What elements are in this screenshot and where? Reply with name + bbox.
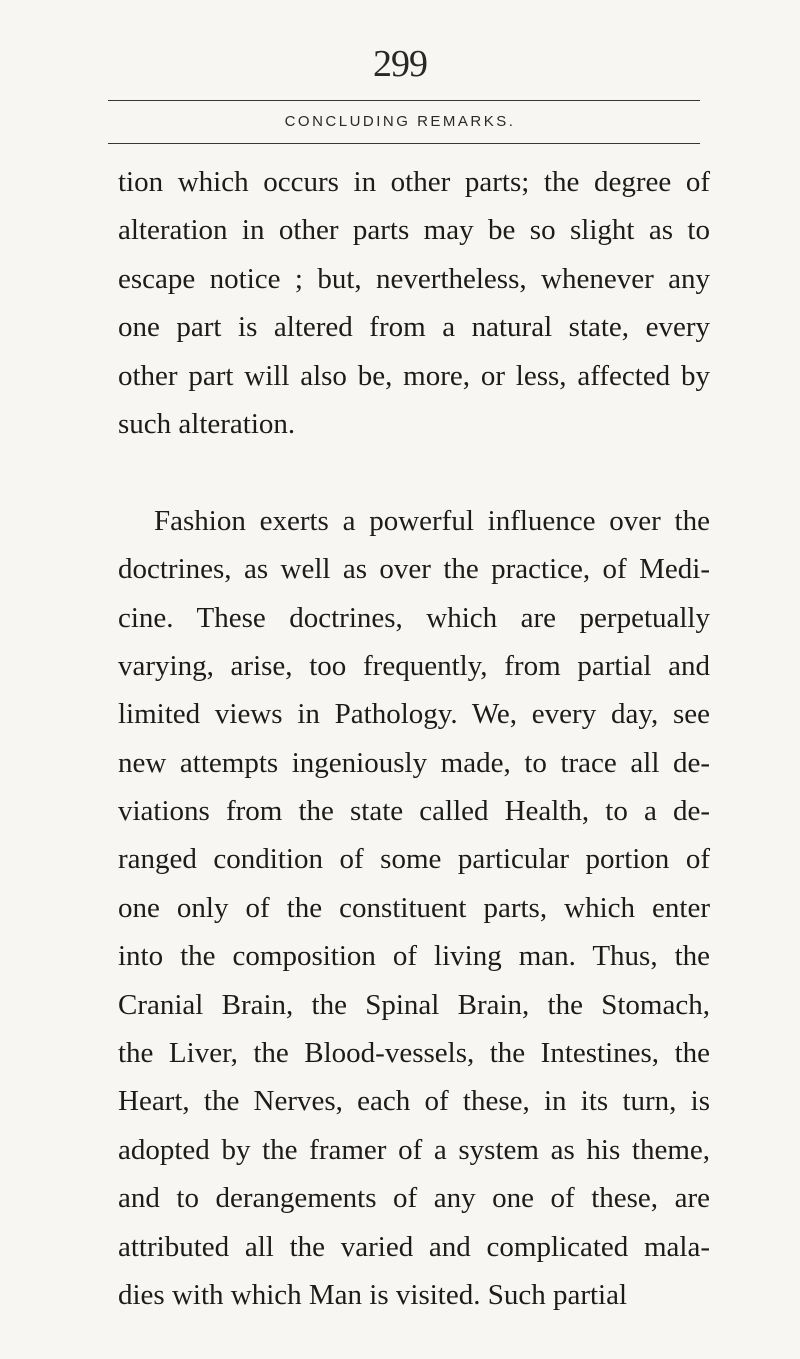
- text-line: varying, arise, too frequently, from partial and: [118, 649, 710, 682]
- text-line: Fashion exerts a powerful influence over the: [154, 504, 710, 537]
- body-text: [118, 158, 710, 1319]
- text-line: one part is altered from a natural state, every: [118, 311, 710, 344]
- text-line: Heart, the Nerves, each of these, in its turn, is: [118, 1085, 710, 1118]
- text-line: and to derangements of any one of these, are: [118, 1182, 710, 1215]
- text-line: doctrines, as well as over the practice, of Medi-: [118, 553, 710, 586]
- text-line: cine. These doctrines, which are perpetually: [118, 601, 710, 634]
- text-line: into the composition of living man. Thus, the: [118, 940, 710, 973]
- running-head: CONCLUDING REMARKS.: [284, 113, 516, 130]
- text-line: one only of the constituent parts, which enter: [118, 891, 710, 924]
- text-line: tion which occurs in other parts; the degree of: [118, 166, 710, 198]
- text-line: Cranial Brain, the Spinal Brain, the Stomach,: [118, 988, 710, 1021]
- text-line: attributed all the varied and complicated mala-: [118, 1230, 710, 1263]
- text-line: the Liver, the Blood-vessels, the Intestines, the: [118, 1037, 710, 1070]
- text-line: other part will also be, more, or less, affected by: [118, 359, 710, 392]
- text-line: adopted by the framer of a system as his theme,: [118, 1133, 710, 1166]
- text-line: new attempts ingeniously made, to trace all de-: [118, 746, 710, 779]
- text-line: such alteration.: [118, 407, 296, 440]
- text-line: limited views in Pathology. We, every day, see: [118, 698, 710, 731]
- header-rule-bottom: [108, 143, 700, 144]
- page-number: 299: [373, 43, 427, 85]
- text-line: viations from the state called Health, to a de-: [118, 795, 710, 828]
- text-line: ranged condition of some particular portion of: [118, 843, 710, 876]
- header-rule-top: [108, 100, 700, 101]
- paragraph-1: [118, 158, 710, 448]
- text-line: dies with which Man is visited. Such partial: [118, 1278, 628, 1311]
- paragraph-2: [118, 497, 710, 1320]
- text-line: alteration in other parts may be so slight as to: [118, 214, 710, 247]
- paragraph-gap: [118, 448, 710, 496]
- text-line: escape notice ; but, nevertheless, whenever any: [118, 262, 710, 295]
